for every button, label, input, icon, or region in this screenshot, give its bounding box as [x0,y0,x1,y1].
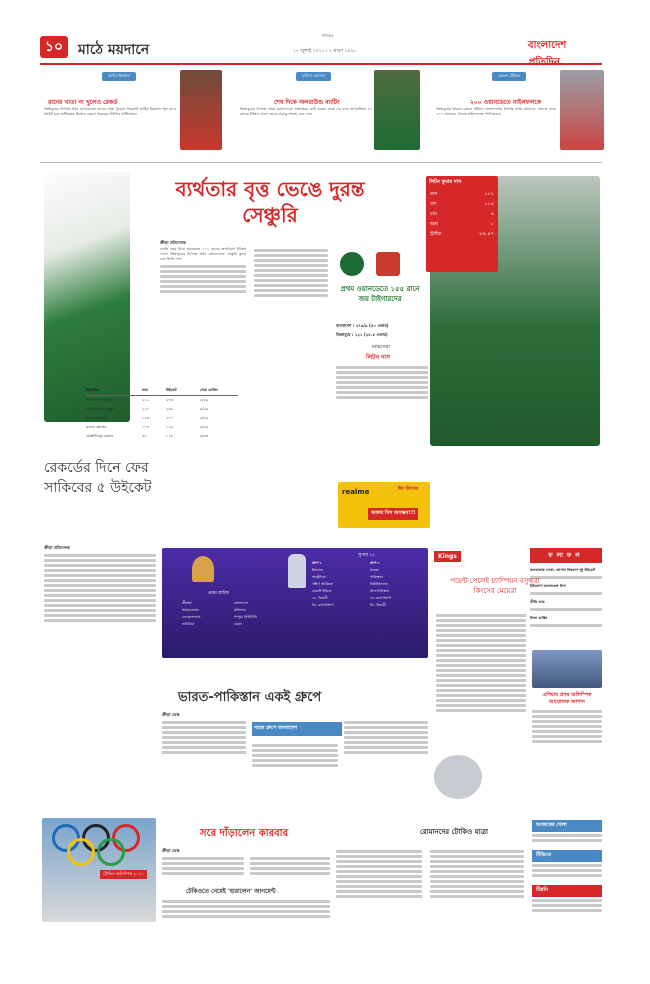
result-item: কলকাতায় লেখা: জাপান বিশ্বকাপ দুই উইকেট [530,568,596,572]
text-line [436,634,526,637]
text-line [336,890,422,893]
olympic-badge: টোকিও অলিম্পিক ২০২১ [100,870,147,879]
text-line [162,867,244,870]
text-line [252,759,338,762]
stat-label: চার [430,211,437,217]
text-line [162,736,246,739]
stat-row [426,200,498,210]
page-title: মাঠে ময়দানে [78,42,150,58]
text-line [532,725,602,728]
text-line [254,284,328,287]
team-name: বি১ বিজয়ী [370,603,386,607]
news-title: টিপ্পনি [532,885,602,897]
header-day: শনিবার [322,33,334,38]
mahidul-photo [374,70,420,150]
text-line [530,592,602,595]
table-cell: আব্দুর রাজ্জাক [86,416,107,420]
schedule-panel [532,820,602,950]
realme-logo: realme [342,488,370,496]
stat-row [426,230,498,240]
text-line [430,870,524,873]
text-line [532,874,602,877]
text-line [436,624,526,627]
text-line [44,589,156,592]
text-line [44,579,156,582]
top-divider [40,162,602,163]
main-body-text: চলতি বছর ঘিরে হারারেতে ১০২ রানের অসাধারণ ইনিংস খেলে জিম্বাবুয়ের বিপক্ষে প্রথম ওয়ানডেতে সেঞ্চুরি তুলে নেন লিটন দাস। [160,247,246,262]
text-line [430,850,524,853]
super12-label: সুপার ১২ [358,553,376,558]
text-line [44,574,156,577]
text-line [162,862,244,865]
t20-subhead: সহজ গ্রুপে বাংলাদেশ [252,722,342,736]
zim-score: জিম্বাবুয়ে : ১২১ (২৮.৫ ওভার) [336,332,388,337]
team-name: দক্ষিণ আফ্রিকা [312,582,334,586]
table-cell: ২৬৯ [166,407,174,411]
text-line [254,259,328,262]
text-line [436,649,526,652]
stat-row [426,190,498,200]
text-line [336,371,428,374]
stats-box [426,176,498,272]
text-line [44,569,156,572]
text-line [436,684,526,687]
team-name: ভারত [370,568,379,572]
t20-body-col1 [162,719,246,756]
team-name: নামিবিয়া [182,622,195,626]
team-name: পাকিস্তান [370,575,383,579]
text-line [162,910,330,913]
text-line [532,904,602,907]
tamim-photo [180,70,222,150]
main-headline: ব্যর্থতার বৃত্ত ভেঙে দুরন্ত সেঞ্চুরি [175,177,365,227]
text-line [162,872,244,875]
header-date: ১৭ জুলাই ২০২১ । ২ শ্রাবণ ১৪২৮ [293,49,357,54]
text-line [344,746,428,749]
text-line [532,730,602,733]
stat-label: রান [430,191,438,197]
table-cell: মোস্তাফিজুর রহমান [86,434,114,438]
text-line [162,751,246,754]
tv-title: টিভিতে [532,850,602,862]
text-line [44,559,156,562]
top-story-1-name: তামিম ইকবাল [102,72,136,81]
text-line [44,594,156,597]
text-line [162,741,246,744]
text-line [336,391,428,394]
top-story-1-headline: রানের খাতা না খুলেও রেকর্ড [48,99,118,106]
result-item: ইউরোপা কনফারেন্স লিগ [530,584,566,588]
olympics-body-col3 [162,898,330,920]
text-line [430,890,524,893]
text-line [254,289,328,292]
table-header-cell: উইকেট [166,388,177,392]
table-row [86,423,238,432]
olympic-box-title: এশিয়ায় প্রথম অলিম্পিক আয়োজক জাপান [542,692,592,705]
text-line [162,731,246,734]
top-story-2 [236,69,422,159]
text-line [44,609,156,612]
cricketer-photo [434,755,482,799]
bd-score: বাংলাদেশ : ২৭৬/৯ (৫০ ওভার) [336,323,389,328]
text-line [436,659,526,662]
text-line [344,736,428,739]
text-line [160,270,246,273]
result-headline: প্রথম ওয়ানডেতে ১৫৫ রানে জয় টাইগারদের [340,285,420,303]
team-name: পাপুয়া নিউগিনি [234,615,257,619]
text-line [436,689,526,692]
text-line [162,721,246,724]
olympic-rings-photo [42,818,156,922]
t20-byline: ক্রীড়া ডেস্ক [162,712,180,717]
table-cell: ৬৭ [142,434,147,438]
text-line [336,885,422,888]
text-line [436,664,526,667]
text-line [336,386,428,389]
shakib-table [86,386,238,441]
team-name: এ২ রানার্সআপ [370,596,392,600]
main-body-col1 [160,247,246,295]
table-header-cell: সেরা বোলিং [200,388,218,392]
text-line [532,710,602,713]
text-line [436,709,526,712]
kings-headline: পয়েন্ট পেলেই চ্যাম্পিয়ন বসুন্ধরা কিংসের মেয়েরা [450,577,540,595]
text-line [436,694,526,697]
shakib-byline: ক্রীড়া প্রতিবেদক [44,545,70,550]
team-name: নেদারল্যান্ডস [182,615,201,619]
stat-label: স্ট্রাইক [430,231,442,237]
text-line [336,865,422,868]
table-cell: ২২০ [142,407,150,411]
text-line [250,867,330,870]
team-name: নিউজিল্যান্ড [370,582,388,586]
t20-body-col3 [344,719,428,756]
main-byline: ক্রীড়া প্রতিবেদক [160,240,186,245]
text-line [436,679,526,682]
t20-headline: ভারত-পাকিস্তান একই গ্রুপে [178,690,322,705]
table-cell: সাকিব আল হাসান [86,398,113,402]
olympics-body-col2 [250,855,330,877]
top-story-3-name: ব্রেন্ডন টেইলর [492,72,526,81]
text-line [252,744,338,747]
text-line [252,764,338,767]
text-line [436,654,526,657]
team-logos [340,252,424,278]
table-row [86,396,238,405]
shakib-headline: রেকর্ডের দিনে ফের সাকিবের ৫ উইকেট [44,460,152,496]
text-line [44,554,156,557]
text-line [430,860,524,863]
text-line [344,741,428,744]
text-line [160,290,246,293]
text-line [162,746,246,749]
results-panel [530,548,602,648]
text-line [336,850,422,853]
team-name: শ্রীলঙ্কা [182,601,192,605]
text-line [336,860,422,863]
table-cell: ৬/২৬ [200,425,209,429]
top-story-1 [42,69,224,159]
text-line [532,740,602,743]
text-line [44,619,156,622]
top-story-2-name: মাহিদা হোসেন [296,72,331,81]
table-row [86,405,238,414]
table-cell: ৫/২৯ [200,398,209,402]
text-line [252,754,338,757]
group-2-label: গ্রুপ-২ [370,561,380,565]
text-line [436,629,526,632]
text-line [436,699,526,702]
text-line [436,674,526,677]
text-line [430,880,524,883]
text-line [532,720,602,723]
text-line [160,275,246,278]
stat-value: ০ [490,221,494,227]
table-cell: ৬/৪৩ [200,434,209,438]
team-name: ওয়েস্ট ইন্ডিজ [312,589,332,593]
olympics-body-col4 [336,848,422,900]
text-line [250,862,330,865]
table-cell: ২৭৩ [166,398,174,402]
group-b [234,600,286,628]
main-body-col3 [336,364,428,401]
text-line [336,396,428,399]
table-cell: ৬/২৬ [200,407,209,411]
text-line [336,381,428,384]
team-name: ওমান [234,622,242,626]
stat-label: বল [430,201,437,207]
text-line [162,900,330,903]
text-line [430,895,524,898]
realme-tag: ঈদ উৎসব [398,486,419,492]
text-line [344,726,428,729]
text-line [336,870,422,873]
text-line [44,584,156,587]
text-line [254,249,328,252]
table-row [86,432,238,441]
text-line [336,376,428,379]
text-line [530,624,602,627]
player-name: লিটন কুমার দাস [429,179,462,185]
text-line [160,285,246,288]
shakib-photo [44,172,130,422]
olympics-subhead: টেকিওতে নেমেই 'হারালেন' আগমেন্ট [186,888,276,895]
top-story-2-headline: শেষ দিকে অলরাউন্ড ব্যাটিং [274,99,340,106]
text-line [430,855,524,858]
table-header-cell: ক্রিকেটার [86,388,99,392]
team-name: অস্ট্রেলিয়া [312,575,327,579]
brand-logo: বাংলাদেশ [528,40,567,51]
table-cell: ১২৪ [166,434,174,438]
text-line [254,279,328,282]
text-line [250,857,330,860]
text-line [532,735,602,738]
results-title: ফলাফল [530,548,602,563]
header [40,32,600,62]
text-line [44,614,156,617]
romana-body [430,848,524,900]
text-line [162,726,246,729]
ring-icon [97,838,125,866]
table-row [86,414,238,423]
team-name: স্কটল্যান্ড [234,608,247,612]
text-line [532,715,602,718]
text-line [336,875,422,878]
text-line [162,915,330,918]
text-line [160,265,246,268]
text-line [336,855,422,858]
text-line [344,751,428,754]
text-line [250,872,330,875]
olympics-headline: সরে দাঁড়ালেন কারবার [200,828,289,839]
stat-row [426,220,498,230]
text-line [344,721,428,724]
olympic-box-body [532,708,602,745]
page-number-badge: ১০ [40,36,68,58]
round1-label: প্রথম রাউন্ড [208,591,230,596]
team-name: আয়ারল্যান্ড [182,608,199,612]
group-1-label: গ্রুপ-১ [312,561,322,565]
text-line [532,869,602,872]
text-line [530,576,602,579]
main-body-col2 [254,247,328,299]
realme-ad [338,482,430,528]
table-cell: ১০৪ [142,425,150,429]
table-cell: মাশরাফি বিন মর্তুজা [86,407,115,411]
top-story-1-body: জিম্বাবুয়ের বিপক্ষে প্রথম ওয়ানডেতে রানের খাতা খুলতে পারেননি তামিম ইকবাল। শূন্য রানে আউট হয়ে অধিনায়ক হিসেবে রেকর্ড গড়েছেন টাইগার অধিনায়ক। [44,107,176,117]
group-a [182,600,226,628]
ring-icon [67,838,95,866]
text-line [532,899,602,902]
text-line [162,905,330,908]
stat-value: ৯ [490,211,494,217]
text-line [430,865,524,868]
text-line [430,885,524,888]
text-line [336,895,422,898]
text-line [532,864,602,867]
text-line [44,564,156,567]
text-line [254,274,328,277]
zc-logo [376,252,400,276]
text-line [436,619,526,622]
mom-name: লিটন দাস [366,354,390,361]
t20-body-col2 [252,742,338,769]
stat-value: ১১৪ [484,201,494,207]
team-name: আফগানিস্তান [370,589,390,593]
header-rule [40,63,602,65]
result-item: প্রীতি ম্যাচ [530,600,545,604]
text-line [430,875,524,878]
table-cell: ১২৯ [166,425,174,429]
stat-value: ১০২ [484,191,494,197]
olympics-body-col1 [162,855,244,877]
bcb-logo [340,252,364,276]
text-line [336,366,428,369]
table-cell: ১৫৩ [142,416,150,420]
text-line [532,909,602,912]
text-line [254,254,328,257]
text-line [254,264,328,267]
top-story-3-body: জিম্বাবুয়ের তারকা ব্রেন্ডন টেইলর বাংলাদেশের বিপক্ষে প্রথম ওয়ানডে খেলতে নেমে ২০০ ওয়ানডে খেলার মাইলফলক স্পর্শ করেন। [436,107,556,117]
t20-graphic [162,548,428,658]
result-item: ফিফা র‌্যাঙ্কিং [530,616,548,620]
table-cell: ২১২ [142,398,150,402]
group-2 [370,560,422,609]
text-line [532,834,602,837]
t20-trophy-icon [288,554,306,588]
top-story-3-headline: ২০০ ওয়ানডেতে মাইলফলকে [470,99,542,106]
table-cell: রুবেল হোসেন [86,425,107,429]
table-header-cell: ম্যাচ [142,388,149,392]
text-line [162,857,244,860]
realme-offer: অফার মিস অসম্ভব!!! [368,508,418,520]
mom-label: ম্যাচসেরা [372,344,390,350]
t20-cup-icon [192,556,214,582]
text-line [532,839,602,842]
schedule-title: আজকের খেলা [532,820,602,832]
stat-value: ৮৯.৪৭ [479,231,494,237]
team-name: এ১ বিজয়ী [312,596,328,600]
text-line [252,749,338,752]
table-cell: ২০৭ [166,416,174,420]
stat-label: ছক্কা [430,221,439,227]
text-line [336,880,422,883]
table-cell: ৫/২৯ [200,416,209,420]
team-name: বাংলাদেশ [234,601,248,605]
olympic-box-photo [532,650,602,688]
romana-headline: রোমানদের টোকিও যাত্রা [420,828,489,836]
text-line [254,294,328,297]
team-name: ইংল্যান্ড [312,568,324,572]
text-line [436,614,526,617]
top-story-3 [432,69,602,159]
kings-logo: Kings [434,551,461,562]
text-line [436,644,526,647]
text-line [44,599,156,602]
text-line [344,731,428,734]
kings-body [436,612,526,714]
text-line [254,269,328,272]
stat-row [426,210,498,220]
group-1 [312,560,364,609]
top-story-2-body: জিম্বাবুয়ের বিপক্ষে প্রথম ওয়ানডেতে সাতনম্বরে ব্যাট করতে নেমে ৪৩ বলে অপরাজিত ৫২ রানের ইনিংস খেলে দলকে লড়াকু সংগ্রহ এনে দেন। [240,107,372,117]
table-header [86,386,238,396]
text-line [436,669,526,672]
shakib-body [44,552,156,624]
team-name: বি২ রানার্সআপ [312,603,334,607]
olympics-byline: ক্রীড়া ডেস্ক [162,848,180,853]
text-line [436,704,526,707]
text-line [436,639,526,642]
taylor-photo [560,70,604,150]
text-line [44,604,156,607]
text-line [530,608,602,611]
text-line [160,280,246,283]
